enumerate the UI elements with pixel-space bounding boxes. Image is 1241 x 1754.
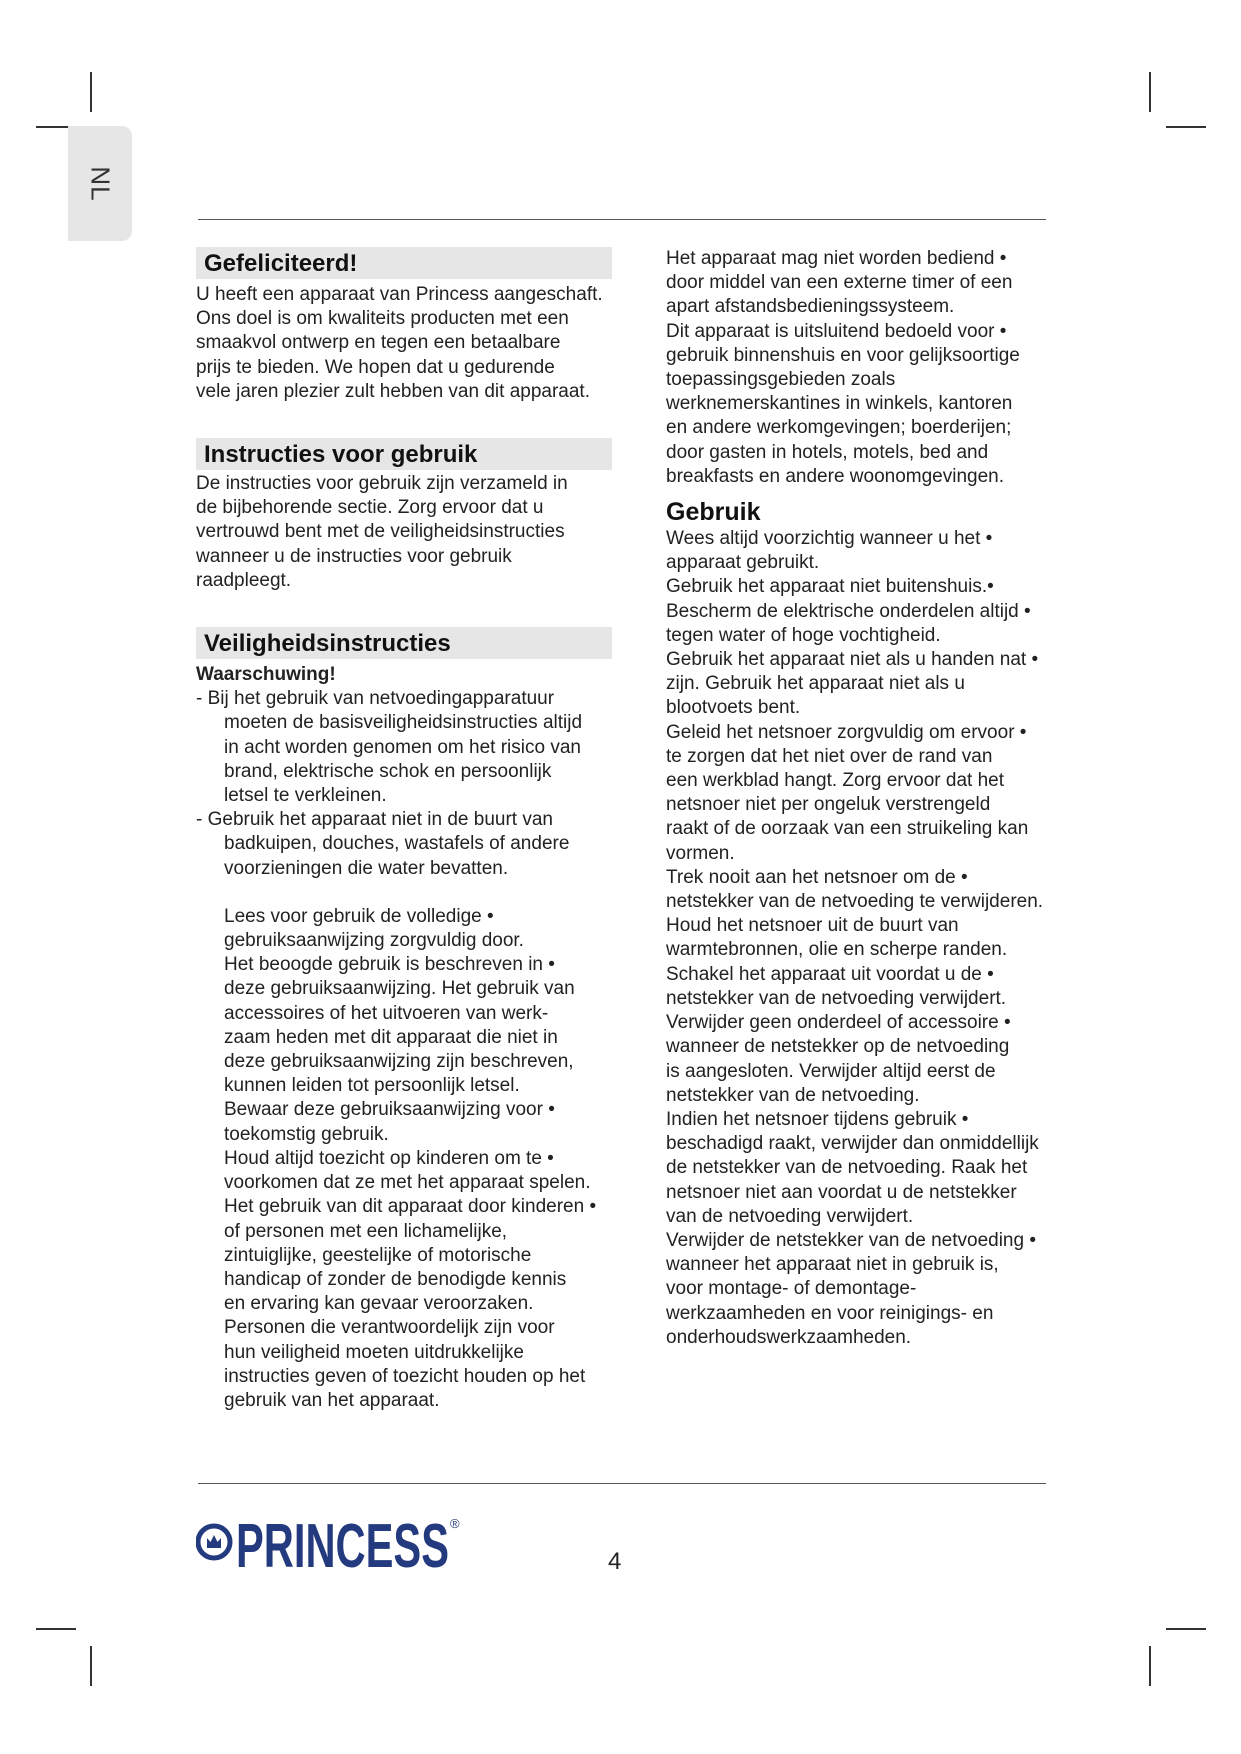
text-line: letsel te verkleinen.	[224, 785, 387, 807]
right-column	[636, 247, 1076, 1350]
text-line: netsnoer niet aan voordat u de netstekker	[666, 1181, 1017, 1203]
section-heading-gefeliciteerd: Gefeliciteerd!	[196, 247, 612, 279]
text-line: Verwijder de netstekker van de netvoeding •	[666, 1229, 1036, 1251]
text-line: Geleid het netsnoer zorgvuldig om ervoor •	[666, 721, 1027, 743]
crown-emblem-icon	[198, 1526, 230, 1558]
text-line: brand, elektrische schok en persoonlijk	[224, 760, 552, 782]
text-line: toekomstig gebruik.	[224, 1123, 389, 1145]
text-line: Personen die verantwoordelijk zijn voor	[224, 1317, 555, 1339]
text-line: deze gebruiksaanwijzing zijn beschreven,	[224, 1051, 574, 1073]
instructies-body	[196, 472, 636, 593]
spacer	[196, 881, 636, 905]
text-line: voorkomen dat ze met het apparaat spelen.	[224, 1172, 591, 1194]
princess-logo	[196, 1502, 476, 1580]
language-tab-label: NL	[85, 165, 116, 202]
text-line: Wees altijd voorzichtig wanneer u het •	[666, 528, 993, 550]
text-line: zijn. Gebruik het apparaat niet als u	[666, 673, 965, 695]
text-line: Houd het netsnoer uit de buurt van	[666, 915, 959, 937]
warning-label: Waarschuwing!	[196, 664, 336, 686]
crop-mark	[90, 72, 92, 112]
text-line: in acht worden genomen om het risico van	[224, 736, 581, 758]
text-line: werkzaamheden en voor reinigings- en	[666, 1302, 994, 1324]
dash-list-item	[196, 808, 636, 881]
text-line: handicap of zonder de benodigde kennis	[224, 1268, 567, 1290]
princess-logo-graphic	[196, 1502, 476, 1580]
crop-mark	[1166, 1628, 1206, 1630]
text-line: Het beoogde gebruik is beschreven in •	[224, 954, 555, 976]
text-line: Trek nooit aan het netsnoer om de •	[666, 866, 968, 888]
text-line: Bescherm de elektrische onderdelen altijd •	[666, 600, 1031, 622]
crop-mark	[1166, 126, 1206, 128]
text-line: vormen.	[666, 842, 735, 864]
text-line: smaakvol ontwerp en tegen een betaalbare	[196, 332, 561, 354]
text-line: te zorgen dat het niet over de rand van	[666, 745, 993, 767]
left-column	[196, 247, 636, 1413]
text-line: raakt of de oorzaak van een struikeling kan	[666, 818, 1029, 840]
text-line: de bijbehorende sectie. Zorg ervoor dat u	[196, 497, 544, 519]
registered-mark: ®	[450, 1516, 460, 1531]
text-line: De instructies voor gebruik zijn verzameld in	[196, 473, 568, 495]
logo-wordmark: PRINCESS	[236, 1512, 449, 1580]
text-line: en andere werkomgevingen; boerderijen;	[666, 417, 1012, 439]
text-line: apart afstandsbedieningssysteem.	[666, 296, 955, 318]
text-line: deze gebruiksaanwijzing. Het gebruik van	[224, 978, 575, 1000]
text-line: wanneer de netstekker op de netvoeding	[666, 1036, 1010, 1058]
text-line: Gebruik het apparaat niet buitenshuis.•	[666, 576, 994, 598]
text-line: Schakel het apparaat uit voordat u de •	[666, 963, 994, 985]
text-line: door gasten in hotels, motels, bed and	[666, 441, 989, 463]
text-line: instructies geven of toezicht houden op het	[224, 1365, 586, 1387]
crop-mark	[1149, 1646, 1151, 1686]
text-line: badkuipen, douches, wastafels of andere	[224, 833, 570, 855]
gefeliciteerd-body	[196, 283, 636, 404]
crop-mark	[36, 1628, 76, 1630]
text-line: Indien het netsnoer tijdens gebruik •	[666, 1108, 969, 1130]
text-line: een werkblad hangt. Zorg ervoor dat het	[666, 770, 1004, 792]
text-line: de netstekker van de netvoeding. Raak het	[666, 1157, 1028, 1179]
text-line: netstekker van de netvoeding te verwijderen.	[666, 891, 1044, 913]
text-line: tegen water of hoge vochtigheid.	[666, 624, 941, 646]
text-line: - Bij het gebruik van netvoedingapparatuur	[196, 688, 555, 710]
veiligheid-body	[196, 663, 636, 1413]
text-line: vertrouwd bent met de veiligheidsinstructies	[196, 521, 565, 543]
safety-paragraphs	[196, 905, 636, 1413]
text-line: - Gebruik het apparaat niet in de buurt van	[196, 809, 554, 831]
text-line: Dit apparaat is uitsluitend bedoeld voor •	[666, 320, 1007, 342]
text-line: accessoires of het uitvoeren van werk-	[224, 1002, 549, 1024]
text-line: netstekker van de netvoeding verwijdert.	[666, 987, 1007, 1009]
text-line: van de netvoeding verwijdert.	[666, 1205, 914, 1227]
bottom-rule	[198, 1483, 1046, 1484]
text-line: Houd altijd toezicht op kinderen om te •	[224, 1147, 554, 1169]
text-line: toepassingsgebieden zoals	[666, 369, 896, 391]
text-line: Lees voor gebruik de volledige •	[224, 905, 494, 927]
text-line: breakfasts en andere woonomgevingen.	[666, 465, 1005, 487]
text-line: zintuiglijke, geestelijke of motorische	[224, 1244, 532, 1266]
text-line: Ons doel is om kwaliteits producten met een	[196, 308, 569, 330]
text-line: onderhoudswerkzaamheden.	[666, 1326, 912, 1348]
text-line: hun veiligheid moeten uitdrukkelijke	[224, 1341, 524, 1363]
text-line: wanneer u de instructies voor gebruik	[196, 545, 512, 567]
text-line: zaam heden met dit apparaat die niet in	[224, 1026, 558, 1048]
text-line: voorzieningen die water bevatten.	[224, 857, 509, 879]
text-line: Verwijder geen onderdeel of accessoire •	[666, 1012, 1011, 1034]
top-rule	[198, 219, 1046, 220]
text-line: Bewaar deze gebruiksaanwijzing voor •	[224, 1099, 555, 1121]
dash-list-item	[196, 687, 636, 808]
text-line: gebruik binnenshuis en voor gelijksoortige	[666, 344, 1020, 366]
section-heading-veiligheid: Veiligheidsinstructies	[196, 627, 612, 659]
text-line: apparaat gebruikt.	[666, 552, 820, 574]
text-line: raadpleegt.	[196, 569, 292, 591]
text-line: beschadigd raakt, verwijder dan onmiddellijk	[666, 1133, 1039, 1155]
text-line: prijs te bieden. We hopen dat u gedurende	[196, 356, 555, 378]
section-heading-instructies: Instructies voor gebruik	[196, 438, 612, 470]
text-line: netstekker van de netvoeding.	[666, 1084, 920, 1106]
text-line: blootvoets bent.	[666, 697, 801, 719]
text-line: gebruik van het apparaat.	[224, 1389, 440, 1411]
text-line: kunnen leiden tot persoonlijk letsel.	[224, 1075, 520, 1097]
text-line: moeten de basisveiligheidsinstructies altijd	[224, 712, 583, 734]
text-line: werknemerskantines in winkels, kantoren	[666, 393, 1013, 415]
text-line: Het apparaat mag niet worden bediend •	[666, 248, 1007, 269]
text-line: en ervaring kan gevaar veroorzaken.	[224, 1293, 534, 1315]
text-line: Het gebruik van dit apparaat door kinderen •	[224, 1196, 597, 1218]
text-line: vele jaren plezier zult hebben van dit apparaat.	[196, 380, 590, 402]
text-line: is aangesloten. Verwijder altijd eerst de	[666, 1060, 996, 1082]
text-line: wanneer het apparaat niet in gebruik is,	[666, 1254, 999, 1276]
text-line: voor montage- of demontage-	[666, 1278, 917, 1300]
page-number: 4	[608, 1548, 622, 1575]
text-line: Gebruik het apparaat niet als u handen nat •	[666, 649, 1039, 671]
text-line: warmtebronnen, olie en scherpe randen.	[666, 939, 1008, 961]
language-tab	[68, 126, 132, 241]
crop-mark	[90, 1646, 92, 1686]
text-line: door middel van een externe timer of een	[666, 272, 1013, 294]
text-line: netsnoer niet per ongeluk verstrengeld	[666, 794, 991, 816]
text-line: of personen met een lichamelijke,	[224, 1220, 508, 1242]
text-line: gebruiksaanwijzing zorgvuldig door.	[224, 930, 524, 952]
crop-mark	[1149, 72, 1151, 112]
intro-paragraphs	[636, 247, 1076, 1350]
gebruik-heading: Gebruik	[666, 498, 761, 527]
text-line: U heeft een apparaat van Princess aangeschaft.	[196, 284, 603, 305]
